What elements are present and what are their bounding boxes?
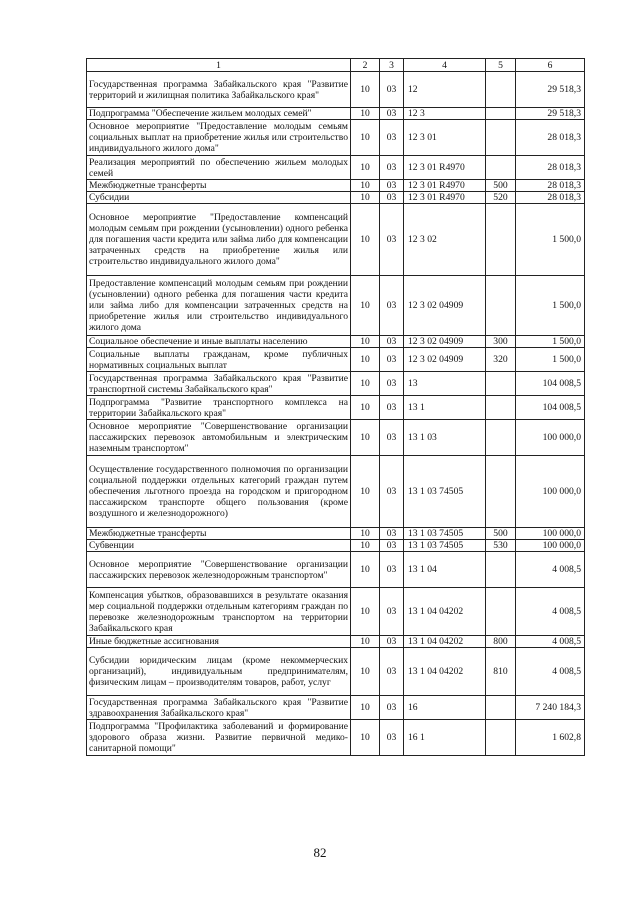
- row-description: Иные бюджетные ассигнования: [87, 636, 351, 648]
- col-header-3: 3: [380, 59, 404, 72]
- row-description: Предоставление компенсаций молодым семьям при рождении (усыновлении) одного ребенка для погашения части кредита или займа либо для компенсации затраченных средств на приобретение жилья или строительство индивидуального жилого дома: [87, 276, 351, 336]
- row-expense-type: 810: [486, 648, 516, 696]
- row-target-article: 13 1 03 74505: [404, 540, 486, 552]
- row-description: Основное мероприятие "Предоставление компенсаций молодым семьям при рождении (усыновлении) одного ребенка для погашения части кредита или займа либо для компенсации затраченных средств на приобретение жилья или строительство индивидуального жилого дома": [87, 204, 351, 276]
- row-description: Основное мероприятие "Совершенствование организации пассажирских перевозок автомобильным и электрическим наземным транспортом": [87, 420, 351, 456]
- row-description: Компенсация убытков, образовавшихся в результате оказания мер социальной поддержки отдельным категориям граждан по перевозке железнодорожным транспортом на территории Забайкальского края: [87, 588, 351, 636]
- row-section-code: 10: [351, 180, 380, 192]
- col-header-1: 1: [87, 59, 351, 72]
- row-section-code: 10: [351, 108, 380, 120]
- table-row: [87, 636, 585, 648]
- row-section-code: 10: [351, 348, 380, 372]
- row-section-code: 10: [351, 72, 380, 108]
- table-row: [87, 528, 585, 540]
- row-description: Подпрограмма "Профилактика заболеваний и формирование здорового образа жизни. Развитие первичной медико-санитарной помощи": [87, 720, 351, 756]
- row-description: Социальные выплаты гражданам, кроме публичных нормативных социальных выплат: [87, 348, 351, 372]
- table-row: [87, 204, 585, 276]
- table-row: [87, 420, 585, 456]
- row-expense-type: 520: [486, 192, 516, 204]
- row-expense-type: [486, 696, 516, 720]
- row-target-article: 12 3 01 R4970: [404, 156, 486, 180]
- row-target-article: 12 3 02: [404, 204, 486, 276]
- row-amount: 28 018,3: [516, 180, 585, 192]
- row-description: Субсидии юридическим лицам (кроме некоммерческих организаций), индивидуальным предпринимателям, физическим лицам – производителям товаров, работ, услуг: [87, 648, 351, 696]
- table-row: [87, 108, 585, 120]
- table-row: [87, 156, 585, 180]
- row-description: Основное мероприятие "Предоставление молодым семьям социальных выплат на приобретение жилья или строительство индивидуального жилого дома": [87, 120, 351, 156]
- table-row: [87, 456, 585, 528]
- row-amount: 1 500,0: [516, 276, 585, 336]
- row-amount: 4 008,5: [516, 588, 585, 636]
- row-target-article: 13 1 03 74505: [404, 528, 486, 540]
- row-target-article: 13 1 03: [404, 420, 486, 456]
- row-section-code: 10: [351, 396, 380, 420]
- row-expense-type: [486, 588, 516, 636]
- row-description: Подпрограмма "Обеспечение жильем молодых семей": [87, 108, 351, 120]
- row-section-code: 10: [351, 336, 380, 348]
- row-amount: 28 018,3: [516, 120, 585, 156]
- row-amount: 29 518,3: [516, 108, 585, 120]
- row-target-article: 13 1 04: [404, 552, 486, 588]
- row-amount: 1 500,0: [516, 336, 585, 348]
- row-description: Субвенции: [87, 540, 351, 552]
- row-description: Реализация мероприятий по обеспечению жильем молодых семей: [87, 156, 351, 180]
- row-section-code: 10: [351, 696, 380, 720]
- table-row: [87, 696, 585, 720]
- row-section-code: 10: [351, 204, 380, 276]
- row-description: Государственная программа Забайкальского края "Развитие транспортной системы Забайкальского края": [87, 372, 351, 396]
- row-amount: 100 000,0: [516, 540, 585, 552]
- row-section-code: 10: [351, 276, 380, 336]
- row-amount: 104 008,5: [516, 372, 585, 396]
- col-header-6: 6: [516, 59, 585, 72]
- row-amount: 4 008,5: [516, 552, 585, 588]
- row-target-article: 12 3 01: [404, 120, 486, 156]
- row-description: Субсидии: [87, 192, 351, 204]
- row-subsection-code: 03: [380, 636, 404, 648]
- row-section-code: 10: [351, 648, 380, 696]
- row-subsection-code: 03: [380, 120, 404, 156]
- row-section-code: 10: [351, 420, 380, 456]
- row-amount: 4 008,5: [516, 648, 585, 696]
- row-subsection-code: 03: [380, 420, 404, 456]
- row-section-code: 10: [351, 456, 380, 528]
- row-expense-type: [486, 72, 516, 108]
- table-body: [87, 72, 585, 756]
- row-expense-type: 320: [486, 348, 516, 372]
- row-section-code: 10: [351, 120, 380, 156]
- table-row: [87, 72, 585, 108]
- row-description: Государственная программа Забайкальского края "Развитие территорий и жилищная политика Забайкальского края": [87, 72, 351, 108]
- row-amount: 29 518,3: [516, 72, 585, 108]
- row-subsection-code: 03: [380, 456, 404, 528]
- row-target-article: 13 1 03 74505: [404, 456, 486, 528]
- row-expense-type: [486, 276, 516, 336]
- row-expense-type: 530: [486, 540, 516, 552]
- col-header-4: 4: [404, 59, 486, 72]
- row-expense-type: [486, 108, 516, 120]
- row-section-code: 10: [351, 720, 380, 756]
- row-subsection-code: 03: [380, 552, 404, 588]
- row-target-article: 13 1 04 04202: [404, 648, 486, 696]
- row-target-article: 12 3 02 04909: [404, 276, 486, 336]
- row-subsection-code: 03: [380, 528, 404, 540]
- row-description: Основное мероприятие "Совершенствование организации пассажирских перевозок железнодорожным транспортом": [87, 552, 351, 588]
- row-target-article: 16 1: [404, 720, 486, 756]
- table-row: [87, 372, 585, 396]
- row-description: Подпрограмма "Развитие транспортного комплекса на территории Забайкальского края": [87, 396, 351, 420]
- row-expense-type: [486, 204, 516, 276]
- row-expense-type: 500: [486, 528, 516, 540]
- row-subsection-code: 03: [380, 372, 404, 396]
- table-row: [87, 348, 585, 372]
- row-target-article: 13: [404, 372, 486, 396]
- table-row: [87, 396, 585, 420]
- row-description: Межбюджетные трансферты: [87, 528, 351, 540]
- row-amount: 28 018,3: [516, 192, 585, 204]
- table-row: [87, 552, 585, 588]
- table-row: [87, 720, 585, 756]
- table-row: [87, 648, 585, 696]
- col-header-2: 2: [351, 59, 380, 72]
- row-section-code: 10: [351, 588, 380, 636]
- row-subsection-code: 03: [380, 276, 404, 336]
- row-section-code: 10: [351, 540, 380, 552]
- row-expense-type: [486, 156, 516, 180]
- table-row: [87, 192, 585, 204]
- row-subsection-code: 03: [380, 336, 404, 348]
- row-amount: 100 000,0: [516, 420, 585, 456]
- header-row: [87, 59, 585, 72]
- row-description: Осуществление государственного полномочия по организации социальной поддержки отдельных категорий граждан путем обеспечения льготного проезда на городском и пригородном пассажирском транспорте общего пользования (кроме воздушного и железнодорожного): [87, 456, 351, 528]
- row-amount: 100 000,0: [516, 456, 585, 528]
- row-target-article: 12 3: [404, 108, 486, 120]
- col-header-5: 5: [486, 59, 516, 72]
- row-subsection-code: 03: [380, 108, 404, 120]
- row-target-article: 12 3 02 04909: [404, 348, 486, 372]
- row-expense-type: 500: [486, 180, 516, 192]
- row-target-article: 12 3 01 R4970: [404, 180, 486, 192]
- row-amount: 1 500,0: [516, 204, 585, 276]
- row-expense-type: 300: [486, 336, 516, 348]
- row-target-article: 13 1: [404, 396, 486, 420]
- table-row: [87, 540, 585, 552]
- budget-table: [86, 58, 585, 756]
- table-row: [87, 336, 585, 348]
- row-expense-type: [486, 552, 516, 588]
- row-section-code: 10: [351, 528, 380, 540]
- row-subsection-code: 03: [380, 540, 404, 552]
- table-row: [87, 588, 585, 636]
- row-target-article: 13 1 04 04202: [404, 636, 486, 648]
- row-section-code: 10: [351, 192, 380, 204]
- row-expense-type: [486, 456, 516, 528]
- row-amount: 1 602,8: [516, 720, 585, 756]
- row-description: Государственная программа Забайкальского края "Развитие здравоохранения Забайкальского края": [87, 696, 351, 720]
- row-subsection-code: 03: [380, 396, 404, 420]
- page-number: 82: [313, 845, 327, 860]
- row-target-article: 12 3 01 R4970: [404, 192, 486, 204]
- row-subsection-code: 03: [380, 156, 404, 180]
- row-section-code: 10: [351, 552, 380, 588]
- row-expense-type: 800: [486, 636, 516, 648]
- row-section-code: 10: [351, 636, 380, 648]
- row-section-code: 10: [351, 156, 380, 180]
- row-amount: 4 008,5: [516, 636, 585, 648]
- row-subsection-code: 03: [380, 204, 404, 276]
- row-subsection-code: 03: [380, 720, 404, 756]
- row-amount: 1 500,0: [516, 348, 585, 372]
- table-row: [87, 120, 585, 156]
- row-subsection-code: 03: [380, 72, 404, 108]
- row-amount: 28 018,3: [516, 156, 585, 180]
- row-expense-type: [486, 420, 516, 456]
- row-section-code: 10: [351, 372, 380, 396]
- row-expense-type: [486, 396, 516, 420]
- row-description: Межбюджетные трансферты: [87, 180, 351, 192]
- row-description: Социальное обеспечение и иные выплаты населению: [87, 336, 351, 348]
- table-row: [87, 276, 585, 336]
- row-subsection-code: 03: [380, 588, 404, 636]
- row-amount: 104 008,5: [516, 396, 585, 420]
- row-amount: 7 240 184,3: [516, 696, 585, 720]
- row-expense-type: [486, 372, 516, 396]
- row-amount: 100 000,0: [516, 528, 585, 540]
- row-target-article: 16: [404, 696, 486, 720]
- row-target-article: 13 1 04 04202: [404, 588, 486, 636]
- row-subsection-code: 03: [380, 696, 404, 720]
- row-subsection-code: 03: [380, 648, 404, 696]
- row-expense-type: [486, 120, 516, 156]
- row-target-article: 12 3 02 04909: [404, 336, 486, 348]
- row-subsection-code: 03: [380, 348, 404, 372]
- table-row: [87, 180, 585, 192]
- row-expense-type: [486, 720, 516, 756]
- row-target-article: 12: [404, 72, 486, 108]
- row-subsection-code: 03: [380, 192, 404, 204]
- row-subsection-code: 03: [380, 180, 404, 192]
